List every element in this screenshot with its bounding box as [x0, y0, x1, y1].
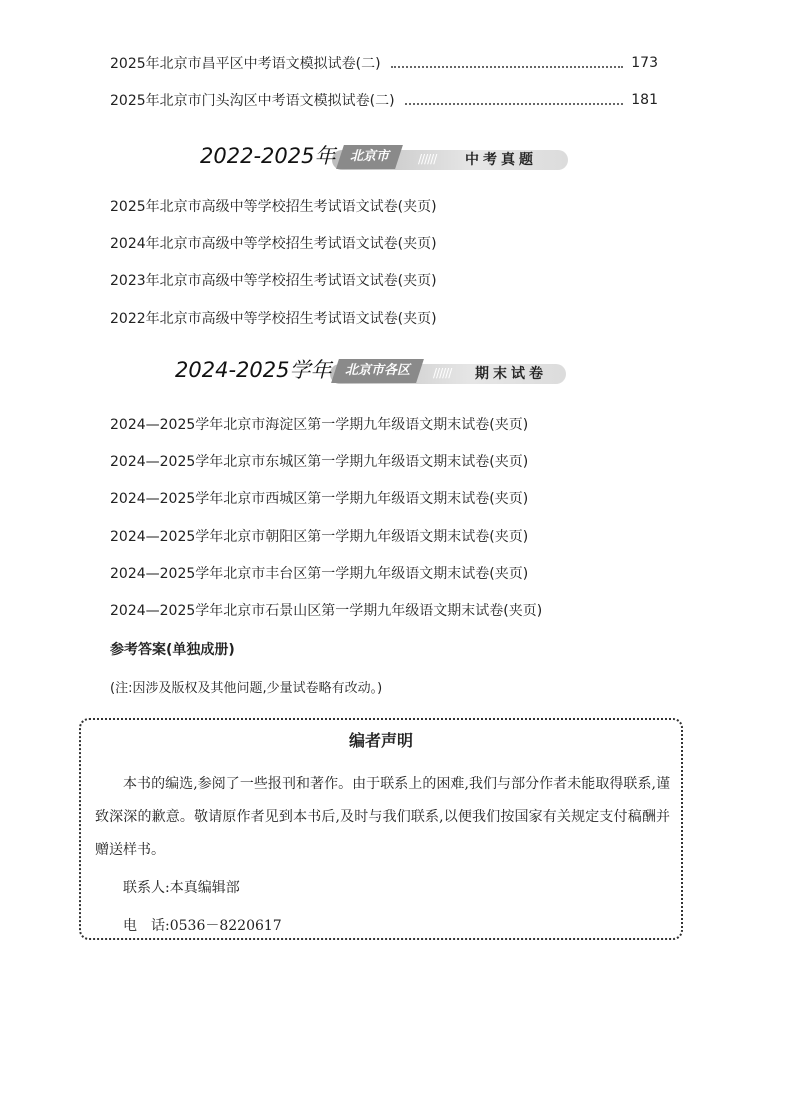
list-item[interactable]: 2024—2025学年北京市丰台区第一学期九年级语文期末试卷(夹页)	[110, 566, 529, 582]
banner-region-tag	[331, 359, 424, 383]
list-item[interactable]: 2024—2025学年北京市朝阳区第一学期九年级语文期末试卷(夹页)	[110, 529, 529, 545]
editor-statement-box	[79, 718, 683, 940]
list-item[interactable]: 2024—2025学年北京市东城区第一学期九年级语文期末试卷(夹页)	[110, 454, 529, 470]
toc-entry-changping[interactable]	[110, 52, 658, 74]
toc-entry-mentougou[interactable]	[110, 89, 658, 111]
section-banner-zhongkao	[200, 142, 570, 172]
banner-label: 中考真题	[465, 152, 537, 168]
toc-entry-title: 2025年北京市门头沟区中考语文模拟试卷(二)	[110, 93, 395, 109]
banner-years: 2022-2025年	[200, 144, 336, 168]
section-banner-qimo	[175, 356, 570, 386]
statement-contact: 联系人:本真编辑部	[123, 880, 240, 896]
answers-note: 参考答案(单独成册)	[110, 642, 235, 658]
list-item[interactable]: 2024—2025学年北京市西城区第一学期九年级语文期末试卷(夹页)	[110, 491, 529, 507]
toc-entry-title: 2025年北京市昌平区中考语文模拟试卷(二)	[110, 56, 381, 72]
banner-region-text: 北京市各区	[345, 363, 411, 378]
toc-entry-page: 181	[631, 92, 658, 108]
banner-years: 2024-2025学年	[175, 358, 332, 382]
banner-label: 期末试卷	[475, 366, 547, 382]
statement-title: 编者声明	[348, 731, 413, 750]
statement-body: 本书的编选,参阅了一些报刊和著作。由于联系上的困难,我们与部分作者未能取得联系,谨致深深的歉意。敬请原作者见到本书后,及时与我们联系,以便我们按国家有关规定支付稿酬并赠送样书。	[95, 776, 670, 858]
list-item[interactable]: 2022年北京市高级中等学校招生考试语文试卷(夹页)	[110, 311, 437, 327]
toc-entry-page: 173	[631, 55, 658, 71]
list-item[interactable]: 2024—2025学年北京市石景山区第一学期九年级语文期末试卷(夹页)	[110, 603, 543, 619]
leader-dots	[405, 103, 624, 105]
list-item[interactable]: 2023年北京市高级中等学校招生考试语文试卷(夹页)	[110, 273, 437, 289]
banner-slashes: //////	[433, 366, 452, 380]
list-item[interactable]: 2025年北京市高级中等学校招生考试语文试卷(夹页)	[110, 199, 437, 215]
statement-phone: 电 话:0536－8220617	[123, 918, 282, 934]
list-item[interactable]: 2024—2025学年北京市海淀区第一学期九年级语文期末试卷(夹页)	[110, 417, 529, 433]
copyright-note: (注:因涉及版权及其他问题,少量试卷略有改动。)	[110, 681, 383, 696]
list-item[interactable]: 2024年北京市高级中等学校招生考试语文试卷(夹页)	[110, 236, 437, 252]
banner-region-text: 北京市	[350, 149, 390, 164]
banner-slashes: //////	[418, 152, 437, 166]
leader-dots	[391, 66, 624, 68]
banner-region-tag	[336, 145, 403, 169]
